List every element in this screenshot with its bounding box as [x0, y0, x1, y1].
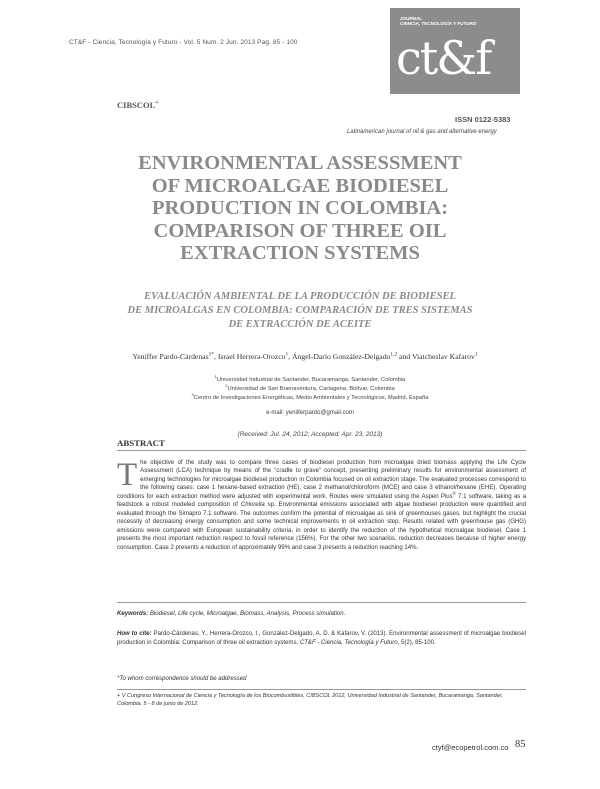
author-separator: , — [288, 352, 292, 361]
title-line: EXTRACTION SYSTEMS — [180, 242, 420, 264]
logo-journal-line2: CIENCIA, TECNOLOGÍA Y FUTURO — [400, 21, 477, 27]
affiliation-line — [110, 394, 510, 403]
author-and: and — [397, 352, 412, 361]
author-list — [100, 352, 510, 361]
author-affil-sup: 1* — [208, 351, 214, 358]
author-name: Yeniffer Pardo-Cárdenas — [132, 352, 209, 361]
keywords-text: Biodiesel, Life cycle, Microalgae, Biomass, Analysis, Process simulation. — [149, 610, 346, 617]
page-number: 85 — [515, 739, 526, 750]
issn: ISSN 0122-5383 — [455, 115, 511, 124]
title-line: COMPARISON OF THREE OIL — [153, 219, 447, 242]
contact-email: e-mail: yeniiferpardo@gmail.com — [266, 410, 354, 416]
author-affil-sup: 1,2 — [390, 351, 398, 358]
species-name: Chlorella — [240, 502, 265, 509]
affiliation-sup: 2 — [225, 383, 228, 389]
received-dates: (Received: Jul. 24, 2012; Accepted: Apr. 23, 2013) — [237, 431, 383, 438]
logo-mark: ct&f — [396, 31, 491, 85]
title-line: ENVIRONMENTAL ASSESSMENT — [138, 152, 462, 174]
divider — [117, 602, 526, 603]
keywords — [117, 610, 526, 617]
abstract-text-part: he objective of the study was to compare three cases of biodiesel production from microalgae dried biomass applying the Life Cycle Assessment (LCA) technique by means of the "cradle to grave" concept, presenting preliminary results for environmental assessment of emerging technologies for microalgae biodiesel production in Colombia focused on oil extraction stage. The evaluated processes correspond to the following cases: case 1 hexane-based extraction (HE), case 2 methanol/chloroform (MCE) and case 3 ethanol/hexane (EHE). Operating conditions for each extraction method were adjusted with experimental work. Routes were simulated using the Aspen Plus — [117, 460, 526, 500]
title-line: OF MICROALGAE BIODIESEL — [151, 174, 449, 197]
keywords-label: Keywords: — [117, 610, 149, 617]
author-affil-sup: 1 — [474, 351, 478, 358]
how-to-cite-journal: CT&F - Ciencia, Tecnología y Futuro — [299, 639, 398, 646]
affiliation-line — [110, 376, 510, 385]
article-title — [90, 152, 510, 265]
how-to-cite-label: How to cite: — [117, 631, 152, 637]
conference-label-text: CIBSCOL — [117, 100, 156, 110]
conference-label-sup: + — [155, 100, 159, 107]
footer-email: ctyf@ecopetrol.com.co — [432, 743, 509, 752]
conference-footnote: + V Congreso Internacional de Ciencia y Tecnología de los Biocombustibles, CIBSCOL 2012, Universidad Industrial de Santander, Bucaramanga, Santander, Colombia. 5 - 8 de junio de 2012. — [117, 693, 503, 707]
registered-mark: ® — [452, 490, 456, 496]
abstract-text-part: 7.1 software, taking as a feedstock a robust modeled composition of — [117, 493, 526, 509]
correspondence-note: *To whom correspondence should be addressed — [117, 676, 247, 682]
abstract-dropcap: T — [117, 457, 138, 493]
title-line: PRODUCTION IN COLOMBIA: — [151, 197, 449, 219]
author-name: Viatcheslav Kafarov — [411, 352, 475, 361]
affiliation-text: Universidad Industrial de Santander, Bucaramanga, Santander, Colombia — [216, 377, 406, 383]
author-name: Israel Herrera-Orozco — [217, 352, 286, 361]
running-head: CT&F - Ciencia, Tecnología y Futuro - Vol. 5 Num. 2 Jun. 2013 Pag. 85 - 100 — [69, 39, 298, 46]
author-affil-sup: 1 — [285, 351, 289, 358]
divider — [117, 450, 526, 451]
subtitle-line: DE MICROALGAS EN COLOMBIA: COMPARACIÓN DE TRES SISTEMAS — [127, 305, 473, 316]
how-to-cite-text: Pardo-Cárdenas, Y., Herrera-Orozco, I., González-Delgado, A. D. & Kafarov, V. (2013). Environmental assessment of microalgae biodiesel production in Colombia: Comparison of three oil extraction systems. — [117, 631, 527, 646]
affiliation-sup: 1 — [214, 374, 217, 380]
logo-journal-line1: JOURNAL — [400, 16, 423, 21]
author-separator: , — [213, 352, 218, 361]
affiliation-sup: 3 — [191, 392, 194, 398]
divider — [117, 689, 526, 690]
journal-tagline: Latinamerican journal of oil & gas and alternative energy — [347, 129, 497, 135]
abstract-text-part: sp. Environmental emissions associated with algae biodiesel production were quantified and evaluated through the Simapro 7.1 software. The outcomes confirm the potential of microalgae as sink of greenhouses gases, but highlight the crucial necessity of decreasing energy consumption and some technical improvements in oil extraction step. Results related with greenhouse gas (GHG) emissions were compared with European sustainability criteria, in order to identify the reduction of the hypothetical microalgae biodiesel. Case 1 presents the most important reduction respect to fossil reference (156%). For the other two scenarios, reduction decreases because of higher energy consumption. Case 2 presents a reduction of approximately 99% and case 3 presents a reduction reaching 14%. — [117, 502, 526, 551]
logo-journal-text — [400, 16, 476, 26]
how-to-cite — [117, 630, 526, 647]
affiliation-text: Centro de Investigaciones Energéticas, Medio Ambientales y Tecnológicos, Madrid, España — [193, 395, 429, 401]
abstract-body — [117, 459, 526, 552]
affiliation-line — [110, 385, 510, 394]
journal-logo — [390, 8, 520, 94]
article-subtitle — [100, 290, 500, 332]
affiliations — [110, 376, 510, 403]
abstract-heading: ABSTRACT — [117, 438, 165, 448]
subtitle-line: EVALUACIÓN AMBIENTAL DE LA PRODUCCIÓN DE BIODIESEL — [144, 291, 456, 302]
affiliation-text: Universidad de San Buenaventura, Cartagena, Bolívar, Colombia — [227, 386, 395, 392]
conference-label — [117, 100, 159, 110]
subtitle-line: DE EXTRACCIÓN DE ACEITE — [228, 319, 372, 330]
how-to-cite-end: , 5(2), 85-100. — [397, 639, 436, 646]
author-name: Ángel-Darío González-Delgado — [292, 352, 391, 361]
